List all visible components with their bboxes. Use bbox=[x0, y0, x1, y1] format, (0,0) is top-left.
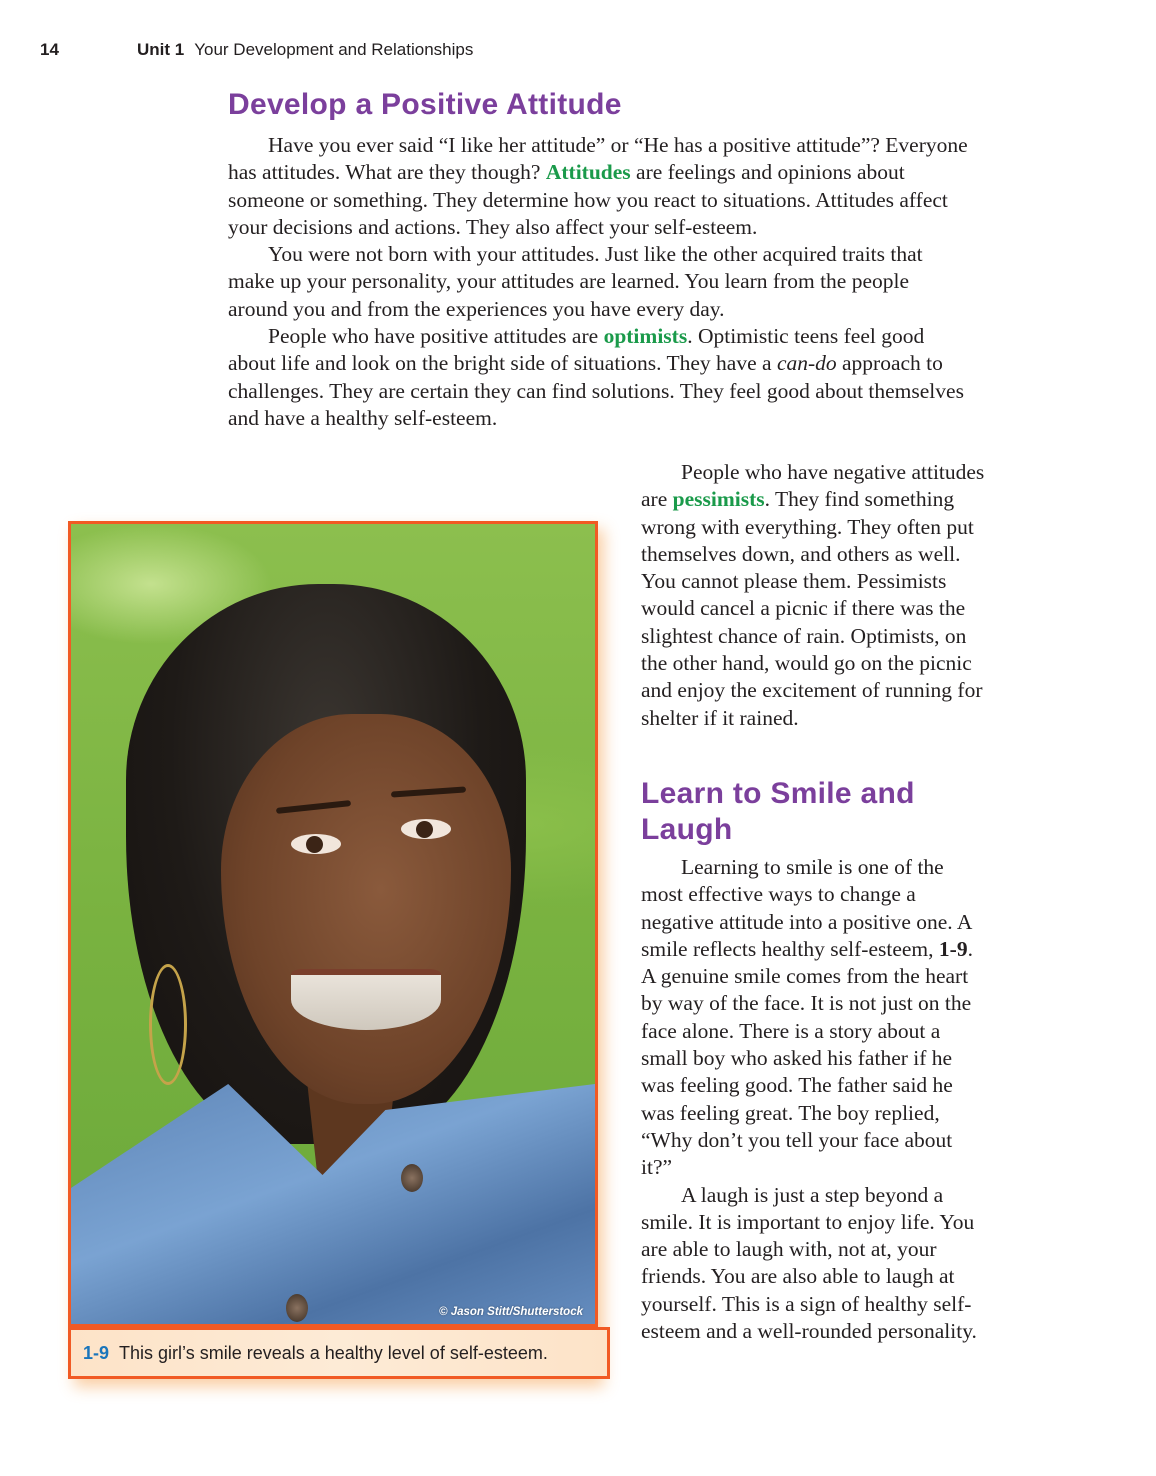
figure-caption-text: This girl’s smile reveals a healthy level of self-esteem. bbox=[119, 1342, 548, 1363]
paragraph-pessimists bbox=[641, 459, 986, 732]
keyword-pessimists: pessimists bbox=[672, 487, 765, 512]
photo-jacket-button bbox=[401, 1164, 423, 1192]
running-head bbox=[40, 40, 473, 60]
text: Have you ever said “I like her attitude” or “He has a positive attitude”? Everyone has attitudes. What are they though? bbox=[228, 133, 968, 185]
page-number: 14 bbox=[40, 40, 59, 59]
keyword-optimists: optimists bbox=[603, 324, 688, 349]
section-heading-smile-laugh: Learn to Smile and Laugh bbox=[641, 777, 915, 846]
paragraph-optimists bbox=[228, 323, 973, 432]
photo-smile bbox=[291, 969, 441, 1030]
section1-wide-column bbox=[228, 132, 973, 432]
figure-number: 1-9 bbox=[83, 1342, 110, 1363]
text: . A genuine smile comes from the heart by way of the face. It is not just on the face alone. There is a story about a small boy who asked his father if he was feeling good. The father said he was feeling great. The boy replied, “Why don’t you tell your face about it?” bbox=[641, 936, 973, 1180]
paragraph-attitudes bbox=[228, 132, 973, 241]
figure-reference: 1-9 bbox=[938, 936, 968, 961]
figure-caption bbox=[68, 1327, 610, 1379]
text: . Optimistic teens feel good about life and look on the bright side of situations. They have a bbox=[228, 324, 925, 376]
text: are feelings and opinions about someone or something. They determine how you react to situations. Attitudes affect your decisions and actions. They also affect your self-esteem. bbox=[228, 160, 948, 239]
text: People who have negative attitudes are bbox=[641, 460, 985, 512]
text: Learning to smile is one of the most effective ways to change a negative attitude into a positive one. A smile reflects healthy self-esteem, bbox=[641, 855, 972, 961]
text: People who have positive attitudes are bbox=[268, 324, 604, 349]
unit-label: Unit 1 bbox=[137, 40, 185, 59]
text: . They find something wrong with everything. They often put themselves down, and others as well. You cannot please them. Pessimists would cancel a picnic if there was the slightest chance of rain. Optimists, on the other hand, would go on the picnic and enjoy the excitement of running for shelter if it rained. bbox=[641, 487, 983, 730]
photo-brow-right bbox=[391, 786, 466, 797]
section2-column bbox=[641, 854, 986, 1345]
italic-can-do: can-do bbox=[776, 351, 837, 376]
paragraph-smile bbox=[641, 854, 986, 1182]
figure-1-9 bbox=[68, 521, 598, 1379]
photo-credit: © Jason Stitt/Shutterstock bbox=[439, 1306, 583, 1318]
section-heading-positive-attitude: Develop a Positive Attitude bbox=[228, 88, 622, 121]
paragraph-learned: You were not born with your attitudes. Just like the other acquired traits that make up your personality, your attitudes are learned. You learn from the people around you and from the experiences you have every day. bbox=[228, 242, 923, 321]
unit-title: Your Development and Relationships bbox=[194, 40, 474, 59]
photo-eye-right bbox=[401, 819, 451, 839]
photo-jacket-button bbox=[286, 1294, 308, 1322]
keyword-attitudes: Attitudes bbox=[545, 160, 631, 185]
photo-earring bbox=[149, 964, 187, 1085]
section1-narrow-column bbox=[641, 459, 986, 732]
paragraph-laugh: A laugh is just a step beyond a smile. It is important to enjoy life. You are able to laugh with, not at, your friends. You are also able to laugh at yourself. This is a sign of healthy self-esteem and a well-rounded personality. bbox=[641, 1182, 977, 1344]
figure-photo bbox=[68, 521, 598, 1327]
photo-brow-left bbox=[276, 800, 351, 814]
text: approach to challenges. They are certain they can find solutions. They feel good about themselves and have a healthy self-esteem. bbox=[228, 351, 964, 430]
photo-eye-left bbox=[291, 834, 341, 854]
